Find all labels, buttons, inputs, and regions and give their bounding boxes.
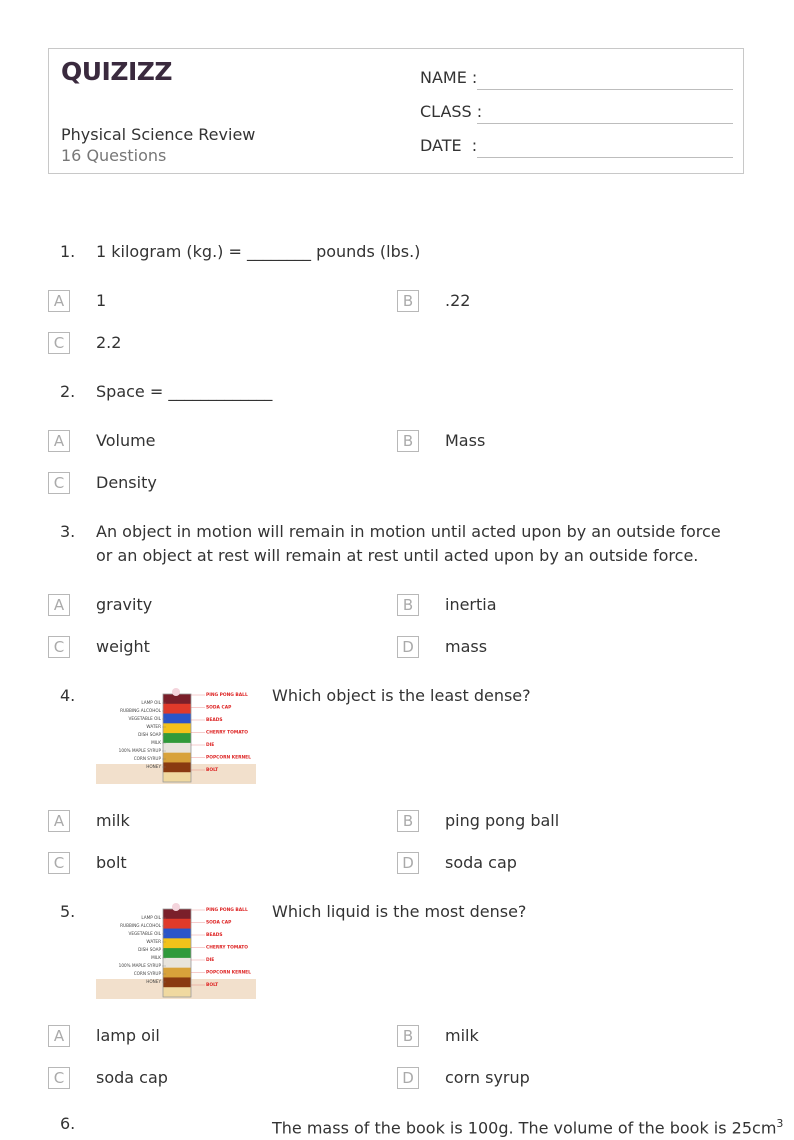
option-text[interactable]: Mass xyxy=(445,431,486,450)
image-label-object: SODA CAP xyxy=(206,705,232,711)
ping-pong-ball xyxy=(172,903,180,911)
option-letter[interactable]: B xyxy=(397,430,419,452)
option-letter[interactable]: B xyxy=(397,1025,419,1047)
name-field[interactable] xyxy=(477,89,733,90)
image-label-liquid: CORN SYRUP xyxy=(133,756,161,761)
image-label-object: DIE xyxy=(206,958,215,963)
option-text[interactable]: soda cap xyxy=(445,853,517,872)
image-label-object: PING PONG BALL xyxy=(206,693,248,698)
image-label-liquid: VEGETABLE OIL xyxy=(128,931,161,936)
option-letter[interactable]: A xyxy=(48,594,70,616)
liquid-layer xyxy=(163,977,191,987)
option-letter[interactable]: B xyxy=(397,594,419,616)
liquid-layer xyxy=(163,958,191,968)
liquid-layer xyxy=(163,948,191,958)
image-label-object: BOLT xyxy=(206,983,219,988)
option-letter[interactable]: D xyxy=(397,1067,419,1089)
image-label-liquid: HONEY xyxy=(146,764,161,769)
liquid-layer xyxy=(163,919,191,929)
option-letter[interactable]: C xyxy=(48,1067,70,1089)
image-label-object: POPCORN KERNEL xyxy=(206,755,251,761)
date-field[interactable] xyxy=(477,157,733,158)
option-text[interactable]: soda cap xyxy=(96,1068,168,1087)
option-text[interactable]: lamp oil xyxy=(96,1026,160,1045)
option-letter[interactable]: D xyxy=(397,636,419,658)
option-letter[interactable]: A xyxy=(48,290,70,312)
image-label-liquid: RUBBING ALCOHOL xyxy=(120,923,161,928)
liquid-layer xyxy=(163,772,191,782)
option-text[interactable]: corn syrup xyxy=(445,1068,530,1087)
ping-pong-ball xyxy=(172,688,180,696)
image-label-liquid: 100% MAPLE SYRUP xyxy=(118,748,161,753)
question-number: 3. xyxy=(60,522,76,541)
density-column-image xyxy=(96,686,256,784)
class-label: CLASS : xyxy=(420,102,483,121)
image-label-object: BEADS xyxy=(206,933,223,938)
density-column-image xyxy=(96,901,256,999)
quizizz-logo: QUIZIZZ xyxy=(61,57,173,86)
liquid-layer xyxy=(163,938,191,948)
question-text: Which liquid is the most dense? xyxy=(272,902,527,921)
question-number: 1. xyxy=(60,242,76,261)
worksheet-header xyxy=(48,48,744,174)
image-label-liquid: CORN SYRUP xyxy=(133,971,161,976)
liquid-layer xyxy=(163,762,191,772)
image-label-liquid: DISH SOAP xyxy=(138,732,161,737)
liquid-layer xyxy=(163,968,191,978)
option-text[interactable]: weight xyxy=(96,637,150,656)
option-text[interactable]: Volume xyxy=(96,431,156,450)
image-label-object: DIE xyxy=(206,743,215,748)
option-letter[interactable]: A xyxy=(48,1025,70,1047)
image-label-liquid: 100% MAPLE SYRUP xyxy=(118,963,161,968)
question-text: Which object is the least dense? xyxy=(272,686,531,705)
class-field[interactable] xyxy=(477,123,733,124)
option-text[interactable]: inertia xyxy=(445,595,497,614)
option-text[interactable]: 1 xyxy=(96,291,107,310)
image-label-liquid: MILK xyxy=(151,955,161,960)
option-letter[interactable]: C xyxy=(48,636,70,658)
question-text: 1 kilogram (kg.) = ________ pounds (lbs.) xyxy=(96,242,421,261)
image-label-liquid: HONEY xyxy=(146,979,161,984)
image-label-liquid: RUBBING ALCOHOL xyxy=(120,708,161,713)
liquid-layer xyxy=(163,733,191,743)
date-label: DATE : xyxy=(420,136,478,155)
question-number: 4. xyxy=(60,686,76,705)
option-text[interactable]: mass xyxy=(445,637,488,656)
image-label-liquid: LAMP OIL xyxy=(141,915,161,920)
image-label-liquid: VEGETABLE OIL xyxy=(128,716,161,721)
image-label-object: BEADS xyxy=(206,718,223,723)
option-letter[interactable]: B xyxy=(397,810,419,832)
name-label: NAME : xyxy=(420,68,478,87)
liquid-layer xyxy=(163,714,191,724)
option-text[interactable]: milk xyxy=(445,1026,479,1045)
question-text: Space = _____________ xyxy=(96,382,273,401)
image-label-liquid: WATER xyxy=(146,724,161,729)
liquid-layer xyxy=(163,743,191,753)
image-label-object: BOLT xyxy=(206,768,219,773)
liquid-layer xyxy=(163,929,191,939)
question-text xyxy=(272,1112,784,1140)
question-number: 2. xyxy=(60,382,76,401)
liquid-layer xyxy=(163,704,191,714)
option-text[interactable]: gravity xyxy=(96,595,153,614)
question-text: An object in motion will remain in motion until acted upon by an outside force or an object at rest will remain at rest until acted upon by an outside force. xyxy=(96,522,721,565)
option-text[interactable]: 2.2 xyxy=(96,333,122,352)
liquid-layer xyxy=(163,987,191,997)
question-number: 6. xyxy=(60,1114,76,1133)
option-letter[interactable]: C xyxy=(48,852,70,874)
option-text[interactable]: bolt xyxy=(96,853,127,872)
option-letter[interactable]: C xyxy=(48,472,70,494)
option-text[interactable]: milk xyxy=(96,811,130,830)
unit-exponent: 3 xyxy=(776,1117,784,1130)
option-text[interactable]: .22 xyxy=(445,291,471,310)
image-label-object: POPCORN KERNEL xyxy=(206,970,251,976)
option-letter[interactable]: B xyxy=(397,290,419,312)
question-count: 16 Questions xyxy=(61,146,167,165)
option-text[interactable]: ping pong ball xyxy=(445,811,560,830)
image-label-liquid: MILK xyxy=(151,740,161,745)
image-label-liquid: LAMP OIL xyxy=(141,700,161,705)
option-text[interactable]: Density xyxy=(96,473,157,492)
image-label-object: CHERRY TOMATO xyxy=(206,730,249,736)
option-letter[interactable]: A xyxy=(48,430,70,452)
image-label-object: SODA CAP xyxy=(206,920,232,926)
worksheet-title: Physical Science Review xyxy=(61,125,256,144)
image-label-liquid: WATER xyxy=(146,939,161,944)
liquid-layer xyxy=(163,723,191,733)
option-letter[interactable]: A xyxy=(48,810,70,832)
question-text-main: The mass of the book is 100g. The volume of the book is 25cm xyxy=(272,1118,777,1138)
image-label-object: CHERRY TOMATO xyxy=(206,945,249,951)
image-label-liquid: DISH SOAP xyxy=(138,947,161,952)
option-letter[interactable]: C xyxy=(48,332,70,354)
liquid-layer xyxy=(163,753,191,763)
image-label-object: PING PONG BALL xyxy=(206,908,248,913)
question-number: 5. xyxy=(60,902,76,921)
option-letter[interactable]: D xyxy=(397,852,419,874)
